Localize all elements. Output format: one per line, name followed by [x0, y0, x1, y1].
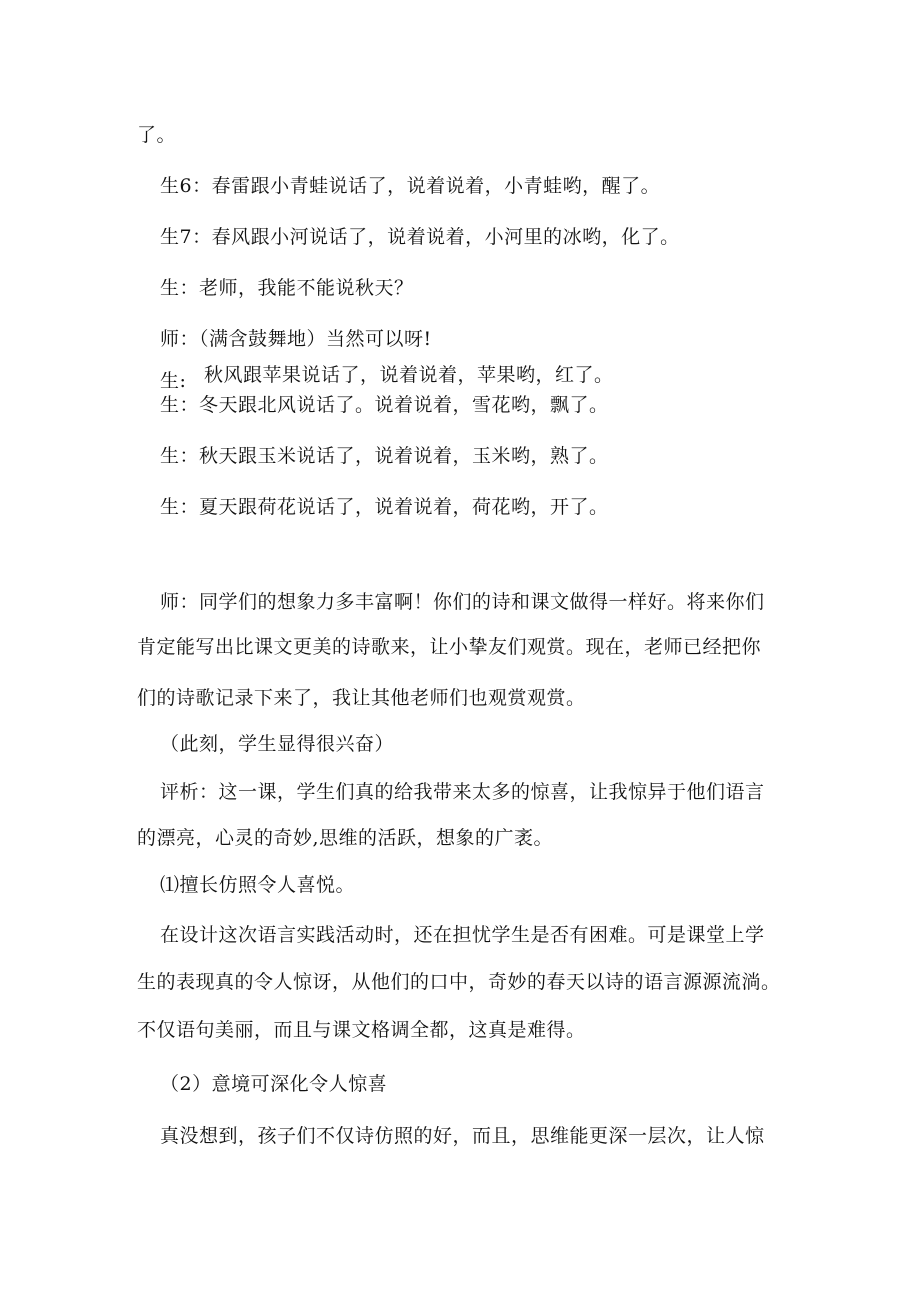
text-line: （2）意境可深化令人惊喜	[160, 1073, 388, 1095]
text-line: （此刻，学生显得很兴奋）	[160, 733, 395, 755]
text-line: 生：夏天跟荷花说话了，说着说着，荷花哟，开了。	[160, 496, 609, 518]
text-line: 的漂亮，心灵的奇妙,思维的活跃，想象的广袤。	[137, 827, 554, 849]
text-line: 生：冬天跟北风说话了。说着说着，雪花哟，飘了。	[160, 394, 609, 416]
text-line: 师：（满含鼓舞地）当然可以呀!	[160, 328, 432, 350]
text-line: 生：老师，我能不能说秋天？	[160, 277, 414, 299]
text-line: 在设计这次语言实践活动时，还在担忧学生是否有困难。可是课堂上学	[160, 924, 765, 946]
text-line: ⑴擅长仿照令人喜悦。	[160, 874, 356, 896]
text-line: 肯定能写出比课文更美的诗歌来，让小挚友们观赏。现在，老师已经把你	[137, 636, 762, 658]
text-line: 评析：这一课，学生们真的给我带来太多的惊喜，让我惊异于他们语言	[160, 781, 765, 803]
text-line: 了。	[137, 124, 177, 146]
text-line: 真没想到，孩子们不仅诗仿照的好，而且，思维能更深一层次，让人惊	[160, 1125, 765, 1147]
text-line: 不仅语句美丽，而且与课文格调全都，这真是难得。	[137, 1019, 586, 1041]
text-line: 生6：春雷跟小青蛙说话了，说着说着，小青蛙哟，醒了。	[160, 175, 661, 197]
text-line: 生的表现真的令人惊讶，从他们的口中，奇妙的春天以诗的语言源源流淌。	[137, 971, 781, 993]
text-line: 们的诗歌记录下来了，我让其他老师们也观赏观赏。	[137, 687, 586, 709]
speaker-label: 生:	[160, 370, 187, 392]
text-line: 生7：春风跟小河说话了，说着说着，小河里的冰哟，化了。	[160, 226, 680, 248]
text-line: 师：同学们的想象力多丰富啊！你们的诗和课文做得一样好。将来你们	[160, 591, 765, 613]
text-line: 秋风跟苹果说话了，说着说着，苹果哟，红了。	[204, 364, 614, 386]
text-line: 生：秋天跟玉米说话了，说着说着，玉米哟，熟了。	[160, 445, 609, 467]
